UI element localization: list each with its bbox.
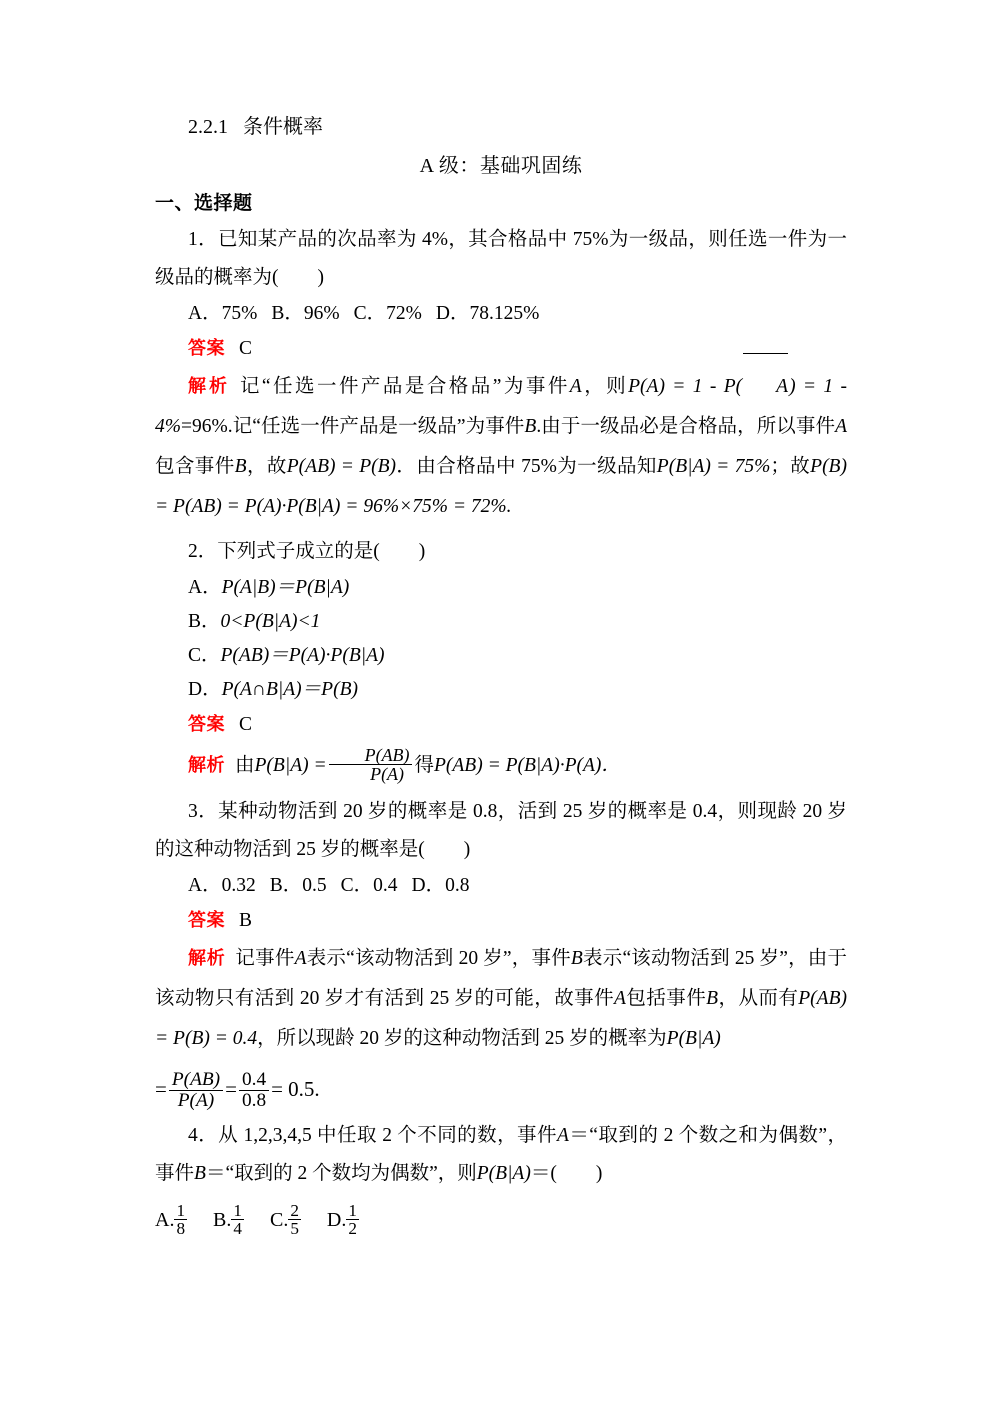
analysis-3-p1: 记事件 [235, 948, 295, 969]
level-heading: A 级：基础巩固练 [419, 155, 583, 177]
q4-p2: ＝“取到的 2 个数之和为偶数”，事件 [155, 1125, 847, 1184]
option-4-d[interactable] [326, 1201, 359, 1239]
question-2-stem: 2．下列式子成立的是( ) [188, 541, 426, 562]
analysis-text-1b: ，则 [581, 376, 629, 397]
answer-label: 答案 [188, 714, 225, 735]
analysis-eq-1: P(A) = 1 - P( [628, 376, 743, 397]
analysis-eq-2: P(AB) = P(B) [286, 456, 397, 477]
result-fraction-1 [169, 1070, 223, 1112]
fraction-numerator: 0.4 [241, 1068, 267, 1090]
section-number: 2.2.1 [188, 116, 228, 138]
analysis-text-1f: ，故 [246, 456, 287, 477]
question-3-options [155, 869, 847, 903]
fraction-numerator: P(AB) [171, 1068, 221, 1090]
analysis-text-1h: ；故 [770, 456, 811, 477]
question-1-stem: 1．已知某产品的次品率为 4%，其合格品中 75%为一级品，则任选一件为一级品的概率为( ) [155, 229, 847, 288]
option-2-c-letter: C． [188, 645, 221, 666]
option-1-a[interactable]: A．75% [188, 303, 258, 324]
result-lead: = [155, 1077, 167, 1101]
option-4-d-fraction [346, 1202, 359, 1237]
option-2-a-math: P(A|B)＝P(B|A) [221, 577, 350, 598]
analysis-label: 解析 [188, 376, 230, 397]
question-2-option-b[interactable] [155, 605, 847, 639]
option-2-d-letter: D． [188, 679, 222, 700]
fraction-numerator: 2 [290, 1201, 299, 1221]
fraction-denominator: 4 [233, 1219, 242, 1239]
analysis-text-1a: 记“任选一件产品是合格品”为事件 [239, 376, 570, 397]
analysis-3-v3: A [614, 988, 626, 1009]
analysis-var-a: A [569, 376, 582, 397]
fraction-denominator: 2 [348, 1219, 357, 1239]
q4-v1: A [556, 1125, 569, 1146]
question-3-stem: 3．某种动物活到 20 岁的概率是 0.8，活到 25 岁的概率是 0.4，则现龄 20 岁的这种动物活到 25 岁的概率是( ) [155, 801, 847, 860]
fraction-numerator: 1 [176, 1201, 186, 1221]
fraction-numerator: 1 [348, 1201, 357, 1221]
question-2-option-c[interactable] [155, 639, 847, 673]
analysis-2-fraction [329, 746, 413, 785]
fraction-numerator: P(AB) [364, 744, 410, 765]
analysis-3-p2: 表示“该动物活到 20 岁”，事件 [306, 948, 571, 969]
question-2-answer: C [239, 714, 253, 735]
option-4-c-letter: C. [269, 1209, 289, 1231]
question-4-stem [155, 1117, 847, 1193]
analysis-text-1d: .由于一级品必是合格品，所以事件 [536, 416, 836, 437]
answer-label: 答案 [188, 338, 225, 359]
option-4-c-fraction [288, 1202, 301, 1237]
part-heading: 一、选择题 [155, 192, 253, 214]
analysis-3-p4: 包括事件 [625, 988, 707, 1009]
analysis-2-rhs: P(AB) = P(B|A)·P(A)． [433, 755, 621, 776]
complement-overline-a: A [742, 367, 789, 407]
document-content [155, 112, 847, 1243]
analysis-3-p6: ，所以现龄 20 岁的这种动物活到 25 岁的概率为 [257, 1028, 667, 1049]
fraction-denominator: 5 [290, 1219, 299, 1239]
q4-eq: P(B|A) [476, 1163, 531, 1184]
option-2-b-letter: B． [188, 611, 221, 632]
analysis-text-1g: ．由合格品中 75%为一级品知 [396, 456, 657, 477]
option-2-b-math: 0<P(B|A)<1 [220, 611, 321, 632]
fraction-denominator: 0.8 [239, 1090, 269, 1111]
option-4-c[interactable] [269, 1201, 301, 1239]
question-3-analysis [155, 939, 847, 1059]
option-3-c[interactable]: C．0.4 [340, 875, 398, 896]
analysis-3-eq1: P(AB) = P(B) = 0.4 [155, 988, 847, 1049]
question-4-options [155, 1197, 847, 1243]
option-4-b[interactable] [213, 1201, 244, 1239]
option-2-d-math: P(A∩B|A)＝P(B) [221, 679, 358, 700]
question-2-option-a[interactable] [155, 571, 847, 605]
option-3-d[interactable]: D．0.8 [411, 875, 470, 896]
analysis-3-p3: 表示“该动物活到 25 岁”，由于该动物只有活到 20 岁才有活到 25 岁的可能，故事件 [155, 948, 848, 1009]
analysis-3-v2: B [570, 948, 583, 969]
q4-p3: ＝“取到的 2 个数均为偶数”，则 [205, 1163, 477, 1184]
fraction-denominator: P(A) [169, 1090, 223, 1111]
analysis-2-lead: 由 [235, 755, 255, 776]
section-title: 条件概率 [243, 116, 323, 138]
analysis-3-p5: ，从而有 [718, 988, 799, 1009]
analysis-3-eq2: P(B|A) [666, 1028, 721, 1049]
analysis-text-1c: =96%.记“任选一件产品是一级品”为事件 [181, 416, 525, 437]
question-1-answer-row [155, 331, 847, 367]
question-1-answer: C [239, 338, 253, 359]
q4-p1: 4．从 1,2,3,4,5 中任取 2 个不同的数，事件 [188, 1125, 557, 1146]
option-1-b[interactable]: B．96% [271, 303, 340, 324]
option-3-a[interactable]: A．0.32 [188, 875, 256, 896]
analysis-2-lhs: P(B|A) = [254, 755, 327, 776]
analysis-text-1e: 包含事件 [155, 456, 235, 477]
option-2-a-letter: A． [188, 577, 222, 598]
option-4-a[interactable] [155, 1201, 187, 1239]
question-1-analysis [155, 367, 847, 527]
analysis-eq-3: P(B|A) = 75% [656, 456, 771, 477]
analysis-2-mid: 得 [414, 755, 434, 776]
q4-v2: B [194, 1163, 206, 1184]
analysis-var-b2: B [234, 456, 247, 477]
question-2-answer-row [155, 707, 847, 743]
analysis-var-a2: A [835, 416, 847, 437]
analysis-label: 解析 [188, 948, 226, 969]
question-3-result-equation [155, 1063, 847, 1115]
option-4-a-letter: A. [155, 1209, 175, 1231]
question-3-answer: B [239, 910, 253, 931]
result-fraction-2 [239, 1070, 269, 1112]
option-4-d-letter: D. [326, 1209, 347, 1231]
analysis-3-v4: B [706, 988, 719, 1009]
option-2-c-math: P(AB)＝P(A)·P(B|A) [220, 645, 385, 666]
result-mid: = [225, 1077, 237, 1101]
page-title [155, 112, 847, 142]
analysis-eq-4: P(B) = P(AB) = P(A)·P(B|A) = 96%×75% = 72%. [155, 456, 847, 517]
result-tail: = 0.5. [271, 1077, 320, 1101]
question-1-options [155, 297, 847, 331]
option-3-b[interactable]: B．0.5 [269, 875, 327, 896]
analysis-3-v1: A [294, 948, 307, 969]
analysis-eq-1-tail: ) = 1 - 4% [155, 376, 847, 437]
option-4-b-fraction [231, 1202, 244, 1237]
question-2-option-d[interactable] [155, 673, 847, 707]
option-4-b-letter: B. [213, 1209, 232, 1231]
option-1-d[interactable]: D．78.125% [435, 303, 540, 324]
option-1-c[interactable]: C．72% [353, 303, 422, 324]
question-2-analysis [155, 743, 847, 789]
fraction-denominator: 8 [176, 1219, 186, 1239]
fraction-numerator: 1 [233, 1201, 242, 1221]
q4-p4: ＝( ) [530, 1163, 603, 1184]
question-3-answer-row [155, 903, 847, 939]
fraction-denominator: P(A) [329, 764, 413, 784]
option-4-a-fraction [174, 1202, 187, 1237]
answer-label: 答案 [188, 910, 225, 931]
analysis-var-b: B [524, 416, 537, 437]
analysis-label: 解析 [188, 755, 225, 776]
